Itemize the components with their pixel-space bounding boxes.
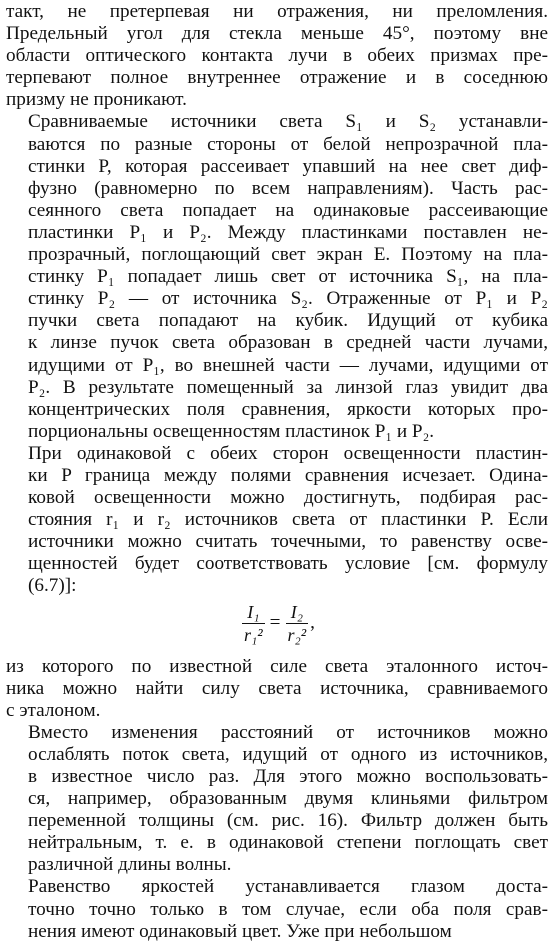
text-line: точно точно только в том случае, если оба поля срав- [28,898,548,920]
paragraph-0 [6,1,548,111]
text-line: переменной толщины (см. рис. 16). Фильтр должен быть [28,810,548,832]
text-line: ослаблять поток света, идущий от одного из источников, [28,743,548,765]
text-line: При одинаковой с обеих сторон освещенности пластин- [28,442,548,464]
paragraph-5 [6,876,548,942]
text-line: стинку P₁ попадает лишь свет от источника S₁, на пла- [28,266,548,288]
formula-block [6,598,548,656]
text-line: фузно (равномерно по всем направлениям). Часть рас- [28,177,548,199]
text-line: ковой освещенности можно достигнуть, подбирая рас- [28,487,548,509]
text-line: Равенство яркостей устанавливается глазом доста- [28,876,548,898]
text-line: Сравниваемые источники света S₁ и S₂ устанавли- [28,111,548,133]
text-line: источники можно считать точечными, то равенству осве- [28,531,548,553]
text-line: ки P граница между полями сравнения исчезает. Одина- [28,464,548,486]
text-line: нения имеют одинаковый цвет. Уже при небольшом [28,920,452,942]
formula-equation [242,602,315,645]
text-line: в известное число раз. Для этого можно воспользовать- [28,766,548,787]
text-line: области оптического контакта лучи в обеих призмах пре- [6,45,548,67]
text-line: сеянного света попадает на одинаковые рассеивающие [28,199,548,221]
text-line: к линзе пучок света образован в средней части лучами, [28,332,548,354]
text-line: концентрических поля сравнения, яркости которых про- [28,398,548,420]
fraction-right-denominator: r₂² [287,624,307,645]
fraction-right [286,602,309,645]
text-line: с эталоном. [6,699,101,721]
text-line: щенностей будет соответствовать условие [см. формулу [28,553,548,575]
text-line: ся, например, образованным двумя клиньями фильтром [28,788,548,810]
fraction-left-bar [242,623,265,624]
text-line: такт, не претерпевая ни отражения, ни преломления. [6,1,548,22]
fraction-right-numerator: I₂ [290,601,303,622]
text-line: стинку P₂ — от источника S₂. Отраженные от P₁ и P₂ [28,288,548,310]
text-line: пластинки P₁ и P₂. Между пластинками поставлен не- [28,221,548,243]
text-line: призму не проникают. [6,89,187,111]
fraction-left-denominator: r₁² [244,624,263,645]
fraction-left-numerator: I₁ [247,601,260,622]
paragraph-4 [6,722,548,877]
text-line: терпевают полное внутреннее отражение и в соседнюю [6,67,548,89]
text-line: прозрачный, поглощающий свет экран E. Поэтому на пла- [28,244,548,266]
text-line: стинки P, которая рассеивает упавший на нее свет диф- [28,155,548,177]
text-line: P₂. В результате помещенный за линзой глаз увидит два [28,376,548,398]
text-line: (6.7)]: [28,575,77,597]
text-line: порциональны освещенностям пластинок P₁ и P₂. [28,420,435,442]
text-line: стояния r₁ и r₂ источников света от пластинки P. Если [28,509,548,531]
fraction-left [242,602,265,645]
text-line: Вместо изменения расстояний от источников можно [28,721,548,743]
text-line: из которого по известной силе света эталонного источ- [6,655,548,677]
paragraph-2 [6,443,548,598]
formula-comma: , [310,612,315,634]
text-line: Предельный угол для стекла меньше 45°, поэтому вне [6,23,548,45]
equals-sign: = [269,612,281,634]
paragraph-3 [6,656,548,722]
text-line: идущими от P₁, во внешней части — лучами, идущими от [28,354,548,376]
fraction-right-bar [286,623,309,624]
text-line: ваются по разные стороны от белой непрозрачной пла- [28,133,548,155]
paragraph-1 [6,111,548,442]
text-line: различной длины волны. [28,854,232,876]
text-line: нейтральным, т. е. в одинаковой степени поглощать свет [28,832,548,854]
text-line: пучки света попадают на кубик. Идущий от кубика [28,310,548,332]
text-line: ника можно найти силу света источника, сравниваемого [6,677,548,699]
